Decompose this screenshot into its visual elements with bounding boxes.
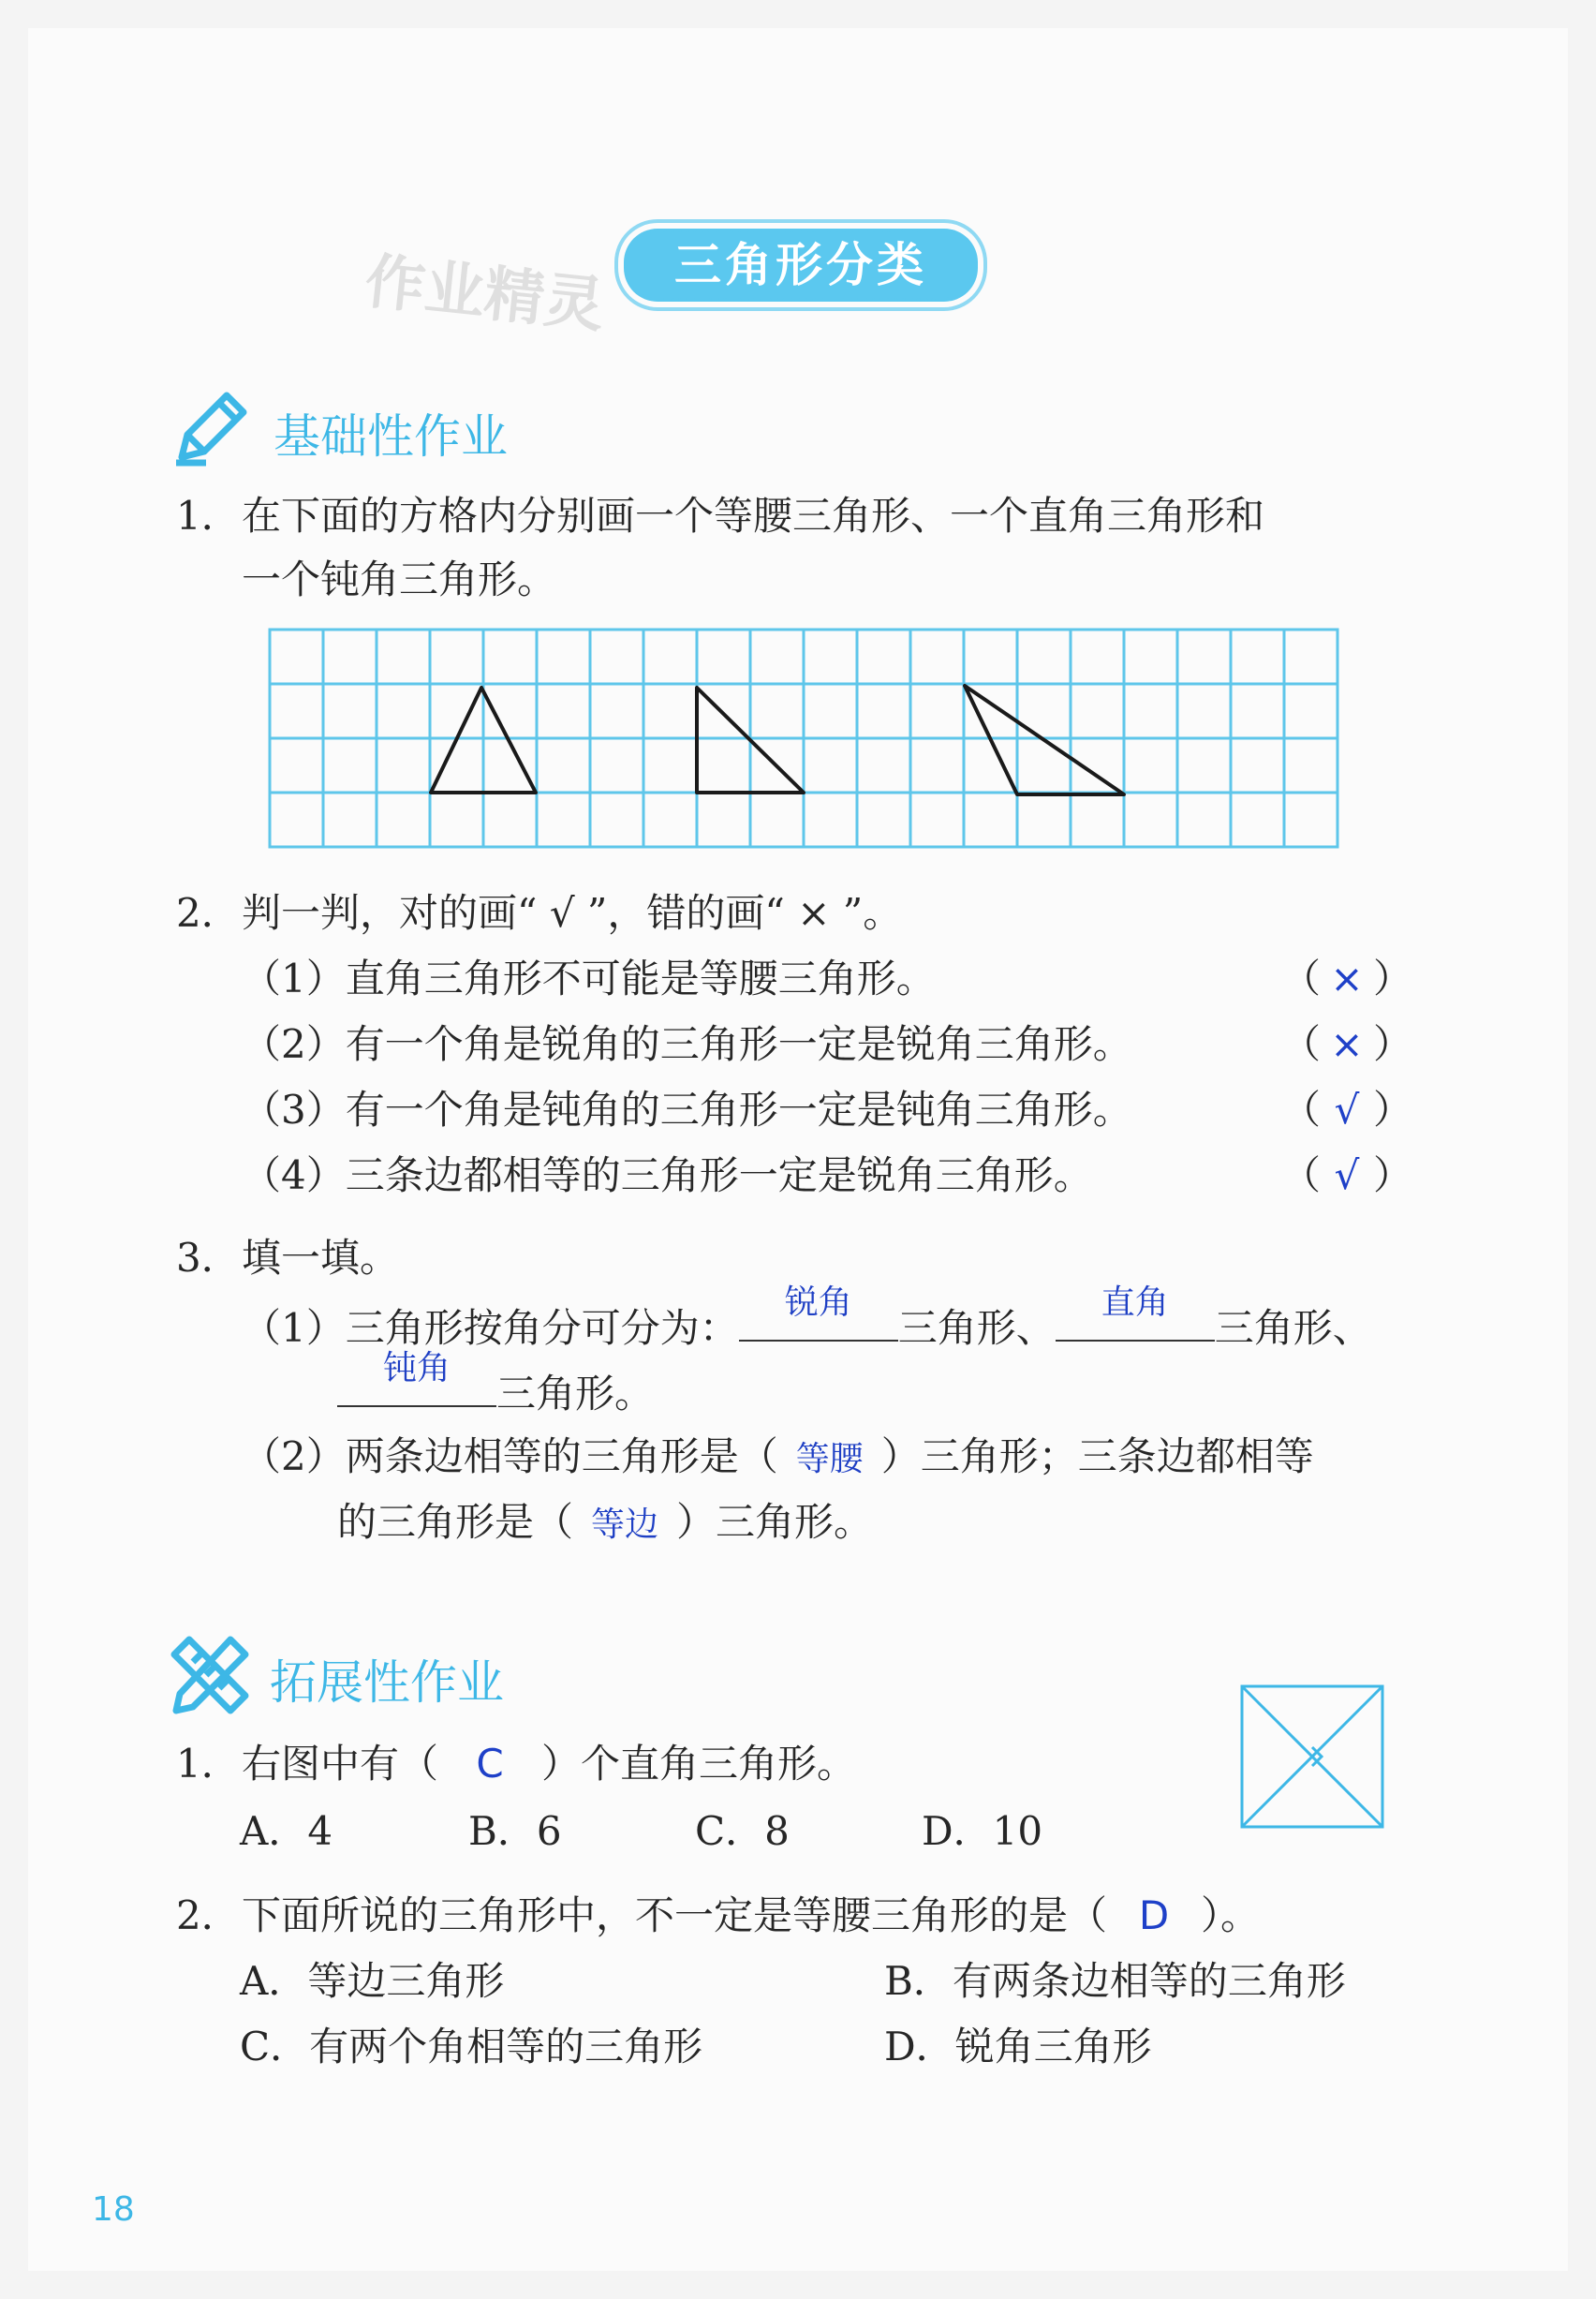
q-number: 1． <box>176 493 241 539</box>
answer-text: D <box>1138 1892 1170 1938</box>
ext-q2-option-a: A．等边三角形 <box>240 1958 505 2004</box>
judge-item-1: （1）直角三角形不可能是等腰三角形。 <box>242 956 936 1001</box>
q-number: 2． <box>176 890 241 936</box>
section-ext-title: 拓展性作业 <box>270 1655 504 1710</box>
answer-blank: 直角 <box>1056 1291 1215 1342</box>
judge-item-2: （2）有一个角是锐角的三角形一定是锐角三角形。 <box>242 1021 1132 1067</box>
answer-mark: × <box>1330 956 1364 1001</box>
judge-answer-1: （ × ） <box>1281 946 1412 1012</box>
answer-mark: √ <box>1334 1087 1360 1133</box>
ext-q1-option-b: B．6 <box>468 1808 562 1854</box>
ext-q2-option-c: C．有两个角相等的三角形 <box>240 2024 703 2069</box>
judge-item-4: （4）三条边都相等的三角形一定是锐角三角形。 <box>242 1152 1093 1198</box>
lesson-title-badge <box>618 221 983 305</box>
ext-q1-stem: 1．右图中有（ C ）个直角三角形。 <box>176 1731 856 1797</box>
answer-text: C <box>476 1741 504 1787</box>
ext-q1-option-c: C．8 <box>695 1808 790 1854</box>
fill-item-2-line2: 的三角形是（ 等边 ）三角形。 <box>337 1490 873 1558</box>
ext-q1-option-d: D．10 <box>922 1808 1043 1854</box>
page-number: 18 <box>92 2190 135 2229</box>
pencil-icon <box>169 380 259 474</box>
ruler-pencil-icon <box>165 1630 255 1724</box>
fill-item-1-line1: （1）三角形按角分可分为： 锐角 三角形、 直角 三角形、 <box>242 1283 1372 1351</box>
basic-q1-line1 <box>176 483 1264 549</box>
q-number: 1． <box>176 1741 241 1787</box>
judge-answer-2: （ × ） <box>1281 1012 1412 1077</box>
q-text: 填一填。 <box>242 1235 400 1281</box>
ext-q2-option-b: B．有两条边相等的三角形 <box>884 1958 1346 2004</box>
basic-q3-stem <box>176 1225 399 1291</box>
lesson-title: 三角形分类 <box>624 229 978 302</box>
judge-item-3: （3）有一个角是钝角的三角形一定是钝角三角形。 <box>242 1087 1132 1133</box>
q-text: 判一判，对的画“ √ ”，错的画“ × ”。 <box>242 890 903 936</box>
judge-answer-3: （ √ ） <box>1281 1077 1412 1143</box>
answer-text: 等腰 <box>795 1440 864 1478</box>
answer-blank: 锐角 <box>739 1291 898 1342</box>
q-text: 在下面的方格内分别画一个等腰三角形、一个直角三角形和 <box>242 493 1265 539</box>
judge-answer-4: （ √ ） <box>1281 1143 1412 1209</box>
ext-q2-stem: 2．下面所说的三角形中，不一定是等腰三角形的是（ D ）。 <box>176 1883 1260 1949</box>
answer-mark: √ <box>1334 1152 1360 1198</box>
basic-q1-line2: 一个钝角三角形。 <box>242 556 557 602</box>
square-diagram <box>1238 1683 1386 1834</box>
obtuse-triangle <box>965 686 1124 794</box>
fill-item-1-line2: 钝角 三角形。 <box>337 1357 654 1427</box>
ext-q1-option-a: A．4 <box>240 1808 333 1854</box>
answer-mark: × <box>1330 1021 1364 1067</box>
drawing-grid <box>268 628 1339 853</box>
basic-q2-stem <box>176 881 902 946</box>
answer-text: 等边 <box>591 1505 659 1544</box>
fill-item-2-line1: （2）两条边相等的三角形是（ 等腰 ）三角形；三条边都相等 <box>242 1424 1314 1492</box>
q-number: 2． <box>176 1892 241 1938</box>
section-basic-title: 基础性作业 <box>273 409 508 464</box>
answer-blank: 钝角 <box>337 1357 496 1407</box>
q-number: 3． <box>176 1235 241 1281</box>
watermark: 作业精灵 <box>362 246 608 342</box>
ext-q2-option-d: D．锐角三角形 <box>884 2024 1152 2069</box>
